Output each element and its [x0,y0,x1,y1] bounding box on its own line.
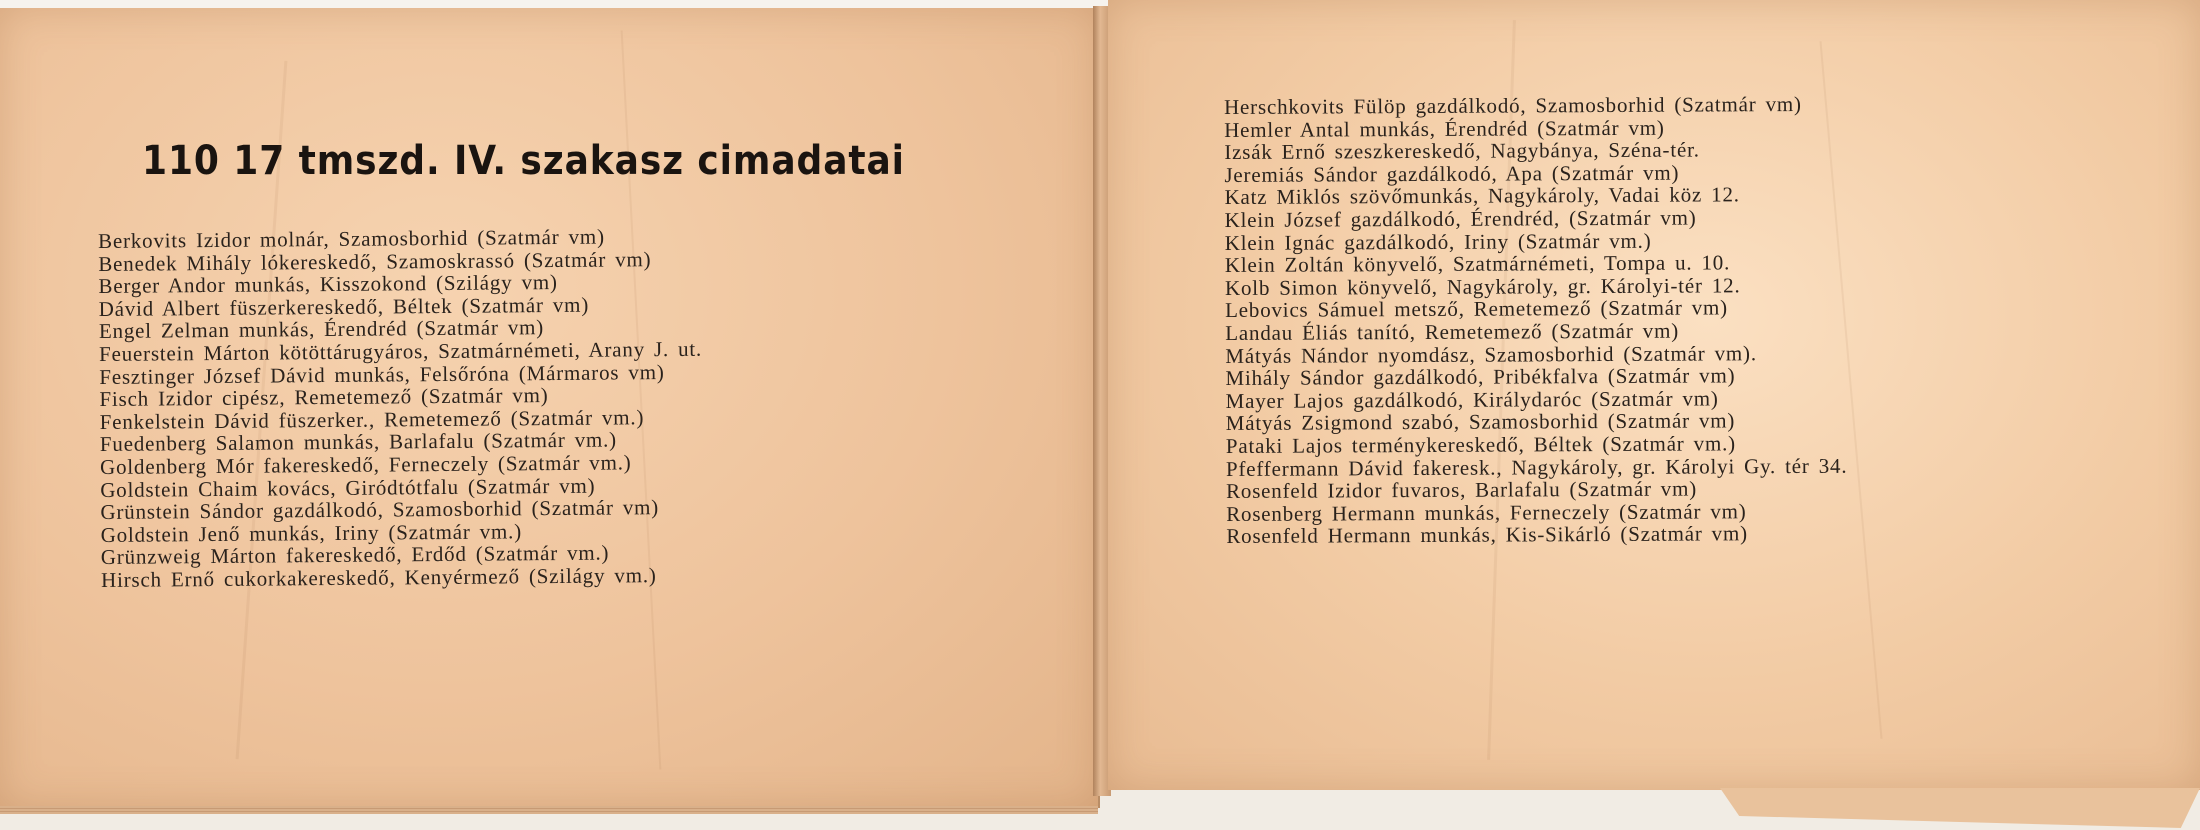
page-title: 110 17 tmszd. IV. szakasz cimadatai [142,138,905,184]
address-entry: Fenkelstein Dávid füszerker., Remetemező (Szatmár vm.) [99,404,645,434]
address-entry: Fuedenberg Salamon munkás, Barlafalu (Szatmár vm.) [99,427,618,457]
address-entry: Mayer Lajos gazdálkodó, Királydaróc (Szatmár vm) [1225,386,1719,413]
address-entry: Klein Ignác gazdálkodó, Iriny (Szatmár vm.) [1224,228,1652,255]
address-entry: Hemler Antal munkás, Érendréd (Szatmár vm) [1224,115,1665,142]
address-entry: Katz Miklós szövőmunkás, Nagykároly, Vadai köz 12. [1224,182,1740,210]
left-address-list [98,225,704,592]
address-entry: Goldstein Chaim kovács, Giródtótfalu (Szatmár vm) [100,473,596,502]
address-entry: Berger Andor munkás, Kisszokond (Szilágy vm) [98,270,558,299]
address-entry: Hirsch Ernő cukorkakereskedő, Kenyérmező (Szilágy vm.) [100,563,657,592]
address-entry: Rosenberg Hermann munkás, Ferneczely (Szatmár vm) [1226,498,1747,526]
address-entry: Dávid Albert füszerkereskedő, Béltek (Szatmár vm) [98,292,590,321]
address-entry: Pataki Lajos terménykereskedő, Béltek (Szatmár vm.) [1225,431,1736,458]
right-address-list [1224,93,1848,548]
address-entry: Berkovits Izidor molnár, Szamosborhid (Szatmár vm) [97,224,605,253]
address-entry: Landau Éliás tanító, Remetemező (Szatmár vm) [1225,318,1680,345]
address-entry: Feuerstein Márton kötöttárugyáros, Szatmárnémeti, Arany J. ut. [98,336,703,366]
address-entry: Jeremiás Sándor gazdálkodó, Apa (Szatmár vm) [1224,160,1680,187]
address-entry: Rosenfeld Hermann munkás, Kis-Sikárló (Szatmár vm) [1226,521,1748,549]
address-entry: Pfeffermann Dávid fakeresk., Nagykároly, gr. Károlyi Gy. tér 34. [1225,453,1848,481]
right-page [1108,0,2200,790]
address-entry: Klein Zoltán könyvelő, Szatmárnémeti, Tompa u. 10. [1224,250,1731,278]
address-entry: Benedek Mihály lókereskedő, Szamoskrassó (Szatmár vm) [98,246,652,276]
address-entry: Lebovics Sámuel metsző, Remetemező (Szatmár vm) [1225,295,1728,323]
address-entry: Fisch Izidor cipész, Remetemező (Szatmár vm) [99,383,549,412]
address-entry: Mátyás Zsigmond szabó, Szamosborhid (Szatmár vm) [1225,408,1736,436]
address-entry: Grünstein Sándor gazdálkodó, Szamosborhid (Szatmár vm) [100,495,660,525]
address-entry: Fesztinger József Dávid munkás, Felsőróna (Mármaros vm) [99,359,665,389]
address-entry: Engel Zelman munkás, Érendréd (Szatmár vm) [98,315,545,344]
address-entry: Kolb Simon könyvelő, Nagykároly, gr. Károlyi-tér 12. [1224,273,1741,300]
address-entry: Mihály Sándor gazdálkodó, Pribékfalva (Szatmár vm) [1225,363,1736,391]
left-page [0,8,1100,808]
address-entry: Mátyás Nándor nyomdász, Szamosborhid (Szatmár vm). [1225,340,1757,368]
address-entry: Herschkovits Fülöp gazdálkodó, Szamosborhid (Szatmár vm) [1223,91,1802,119]
address-entry: Rosenfeld Izidor fuvaros, Barlafalu (Szatmár vm) [1226,476,1698,504]
address-entry: Grünzweig Márton fakereskedő, Erdőd (Szatmár vm.) [100,540,610,570]
address-entry: Izsák Ernő szeszkereskedő, Nagybánya, Széna-tér. [1224,137,1700,165]
address-entry: Klein József gazdálkodó, Érendréd, (Szatmár vm) [1224,205,1697,232]
address-entry: Goldstein Jenő munkás, Iriny (Szatmár vm.) [100,519,523,547]
address-entry: Goldenberg Mór fakereskedő, Ferneczely (Szatmár vm.) [99,450,632,479]
